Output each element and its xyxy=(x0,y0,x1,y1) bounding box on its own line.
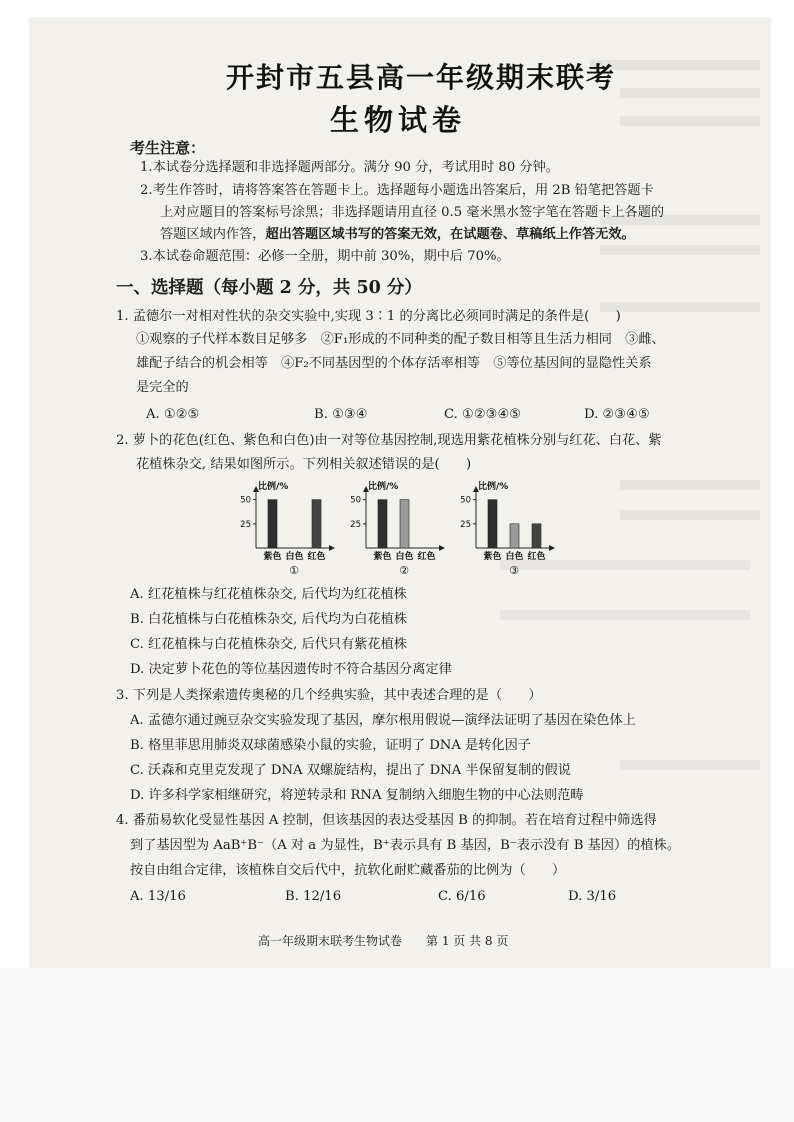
q1-condition-line-2: 雄配子结合的机会相等 ④F₂不同基因型的个体存活率相等 ⑤等位基因间的显隐性关系 xyxy=(136,356,652,371)
x-tick-label: 紫色 xyxy=(373,552,392,562)
q1-option-b: B. ①③④ xyxy=(314,407,368,422)
q4-stem-line-1: 4. 番茄易软化受显性基因 A 控制，但该基因的表达受基因 B 的抑制。若在培育过程中筛选得 xyxy=(116,813,657,828)
page-footer: 高一年级期末联考生物试卷 第 1 页 共 8 页 xyxy=(258,934,509,948)
x-axis-arrow xyxy=(329,545,335,551)
chart-number: ② xyxy=(399,564,409,577)
x-tick-label: 红色 xyxy=(527,552,546,562)
notice-line-1: 1.本试卷分选择题和非选择题两部分。满分 90 分，考试用时 80 分钟。 xyxy=(140,160,559,175)
y-tick-label: 25 xyxy=(350,519,361,530)
q4-option-a: A. 13/16 xyxy=(130,889,186,904)
x-axis-arrow xyxy=(549,545,555,551)
q1-condition-line-3: 是完全的 xyxy=(136,380,189,395)
y-axis-label: 比例/% xyxy=(478,482,509,492)
notice-line-4 xyxy=(160,225,635,245)
q4-option-d: D. 3/16 xyxy=(568,889,617,904)
q1-option-d: D. ②③④⑤ xyxy=(584,407,650,422)
bar-2 xyxy=(400,500,409,548)
exam-subtitle: 生物试卷 xyxy=(330,103,467,137)
exam-title: 开封市五县高一年级期末联考 xyxy=(226,61,617,94)
bar-chart-2 xyxy=(336,478,454,578)
q3-option-c: C. 沃森和克里克发现了 DNA 双螺旋结构，提出了 DNA 半保留复制的假说 xyxy=(130,763,571,778)
notice-line-4-text: 答题区域内作答，超出答题区域书写的答案无效，在试题卷、草稿纸上作答无效。 xyxy=(160,227,635,242)
x-tick-label: 紫色 xyxy=(263,552,282,562)
x-axis-arrow xyxy=(439,545,445,551)
q1-option-c: C. ①②③④⑤ xyxy=(444,407,522,422)
section-heading: 一、选择题（每小题 2 分，共 50 分） xyxy=(116,278,422,298)
bar-3 xyxy=(312,500,321,548)
x-tick-label: 红色 xyxy=(307,552,326,562)
notice-line-3: 上对应题目的答案标号涂黑；非选择题请用直径 0.5 毫米黑水签字笔在答题卡上各题的 xyxy=(160,205,665,220)
q4-option-b: B. 12/16 xyxy=(285,889,342,904)
bar-1 xyxy=(378,500,387,548)
notice-emphasis: 超出答题区域书写的答案无效，在试题卷、草稿纸上作答无效。 xyxy=(265,227,635,242)
q2-stem-line-2: 花植株杂交, 结果如图所示。下列相关叙述错误的是( ) xyxy=(136,457,472,472)
y-tick-label: 50 xyxy=(350,495,361,506)
bar-1 xyxy=(488,500,497,548)
x-tick-label: 白色 xyxy=(505,552,524,562)
q1-stem: 1. 孟德尔一对相对性状的杂交实验中,实现 3∶1 的分离比必须同时满足的条件是( ) xyxy=(116,309,621,324)
q2-stem-line-1: 2. 萝卜的花色(红色、紫色和白色)由一对等位基因控制,现选用紫花植株分别与红花、白花、紫 xyxy=(116,433,662,448)
q2-option-d: D. 决定萝卜花色的等位基因遗传时不符合基因分离定律 xyxy=(130,662,452,677)
y-axis-label: 比例/% xyxy=(258,482,289,492)
bar-2 xyxy=(510,524,519,548)
q4-stem-line-2: 到了基因型为 AaB⁺B⁻（A 对 a 为显性，B⁺表示具有 B 基因，B⁻表示没有 B 基因）的植株。 xyxy=(130,838,680,853)
q3-option-b: B. 格里菲思用肺炎双球菌感染小鼠的实验，证明了 DNA 是转化因子 xyxy=(130,738,531,753)
y-tick-label: 50 xyxy=(460,495,471,506)
q2-option-a: A. 红花植株与红花植株杂交, 后代均为红花植株 xyxy=(130,587,407,602)
q1-option-a: A. ①②⑤ xyxy=(146,407,200,422)
x-tick-label: 白色 xyxy=(285,552,304,562)
y-tick-label: 25 xyxy=(460,519,471,530)
q2-option-b: B. 白花植株与白花植株杂交, 后代均为白花植株 xyxy=(130,612,408,627)
q3-option-a: A. 孟德尔通过豌豆杂交实验发现了基因，摩尔根用假说—演绎法证明了基因在染色体上 xyxy=(130,713,636,728)
y-tick-label: 25 xyxy=(240,519,251,530)
q3-stem: 3. 下列是人类探索遗传奥秘的几个经典实验，其中表述合理的是（ ） xyxy=(116,688,542,703)
x-tick-label: 紫色 xyxy=(483,552,502,562)
bar-chart-3 xyxy=(446,478,564,578)
q4-option-c: C. 6/16 xyxy=(438,889,486,904)
scan-margin xyxy=(0,968,794,1122)
q1-condition-line-1: ①观察的子代样本数目足够多 ②F₁形成的不同种类的配子数目相等且生活力相同 ③雌、 xyxy=(136,332,665,347)
x-tick-label: 红色 xyxy=(417,552,436,562)
y-tick-label: 50 xyxy=(240,495,251,506)
x-tick-label: 白色 xyxy=(395,552,414,562)
q4-stem-line-3: 按自由组合定律，该植株自交后代中，抗软化耐贮藏番茄的比例为（ ） xyxy=(130,863,566,878)
notice-line-2: 2.考生作答时，请将答案答在答题卡上。选择题每小题选出答案后，用 2B 铅笔把答题卡 xyxy=(140,183,654,198)
notice-line-5: 3.本试卷命题范围：必修一全册，期中前 30%，期中后 70%。 xyxy=(140,249,510,264)
bar-1 xyxy=(268,500,277,548)
q3-option-d: D. 许多科学家相继研究，将逆转录和 RNA 复制纳入细胞生物的中心法则范畴 xyxy=(130,788,584,803)
bar-chart-1 xyxy=(226,478,344,578)
notice-heading: 考生注意： xyxy=(130,139,206,157)
bar-3 xyxy=(532,524,541,548)
chart-number: ① xyxy=(289,564,299,577)
chart-number: ③ xyxy=(509,564,519,577)
y-axis-label: 比例/% xyxy=(368,482,399,492)
q2-option-c: C. 红花植株与白花植株杂交, 后代只有紫花植株 xyxy=(130,637,407,652)
